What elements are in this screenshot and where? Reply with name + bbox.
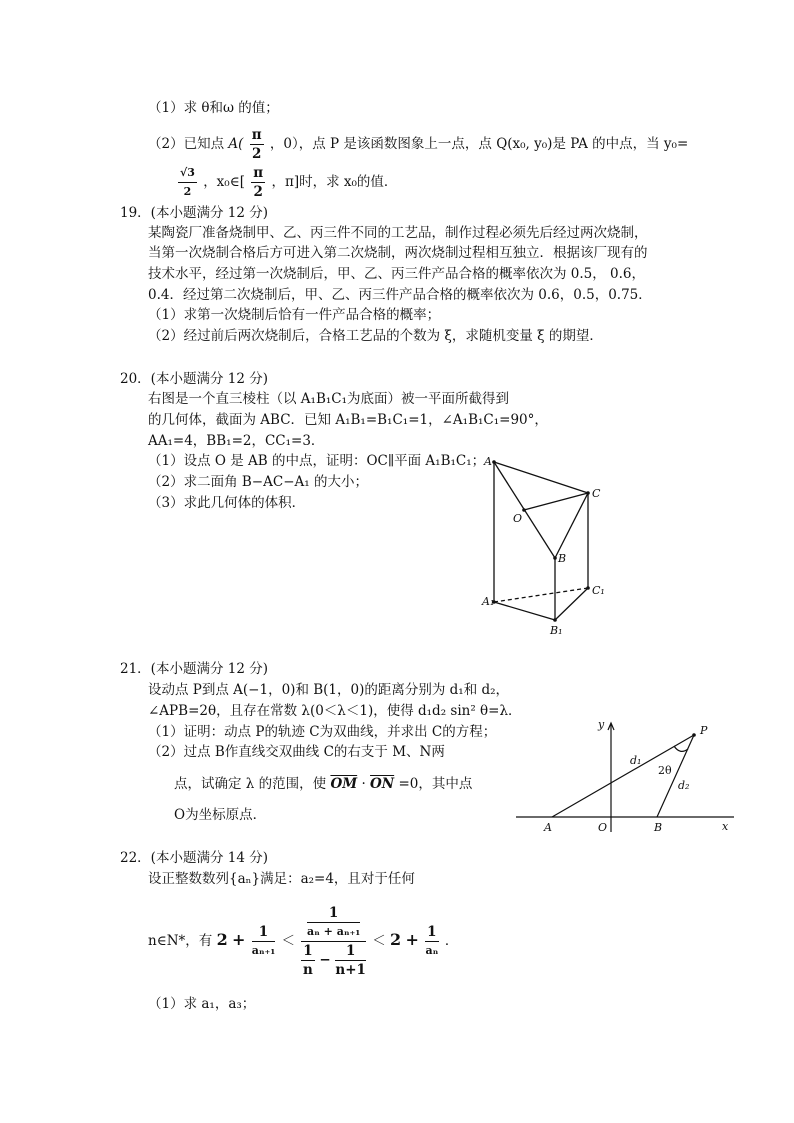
q22-heading: 22．(本小题满分 14 分) bbox=[120, 850, 268, 866]
q18-point-a: A( bbox=[228, 136, 244, 152]
q22-lt-1: ＜ bbox=[281, 933, 295, 949]
label-2theta: 2θ bbox=[658, 764, 672, 777]
q22-part1: （1）求 a₁，a₃； bbox=[148, 996, 256, 1012]
label-a1: A₁ bbox=[482, 595, 495, 608]
q20-prism-figure bbox=[480, 450, 610, 640]
label-b1: B₁ bbox=[550, 624, 563, 637]
q18-sqrt3-over-2 bbox=[178, 164, 197, 201]
q22-inequality bbox=[148, 900, 458, 980]
q21-line2: ∠APB=2θ，且存在常数 λ(0＜λ＜1)，使得 d₁d₂ sin² θ=λ． bbox=[148, 703, 522, 719]
q22-frac-1-over-an1 bbox=[252, 923, 275, 960]
q18-part2-end: ，π]时，求 x₀的值． bbox=[271, 174, 398, 190]
frac-num: √3 bbox=[178, 164, 197, 183]
q19-line5: （1）求第一次烧制后恰有一件产品合格的概率； bbox=[148, 307, 441, 323]
label-p: P bbox=[700, 724, 708, 737]
frac-den: n bbox=[303, 962, 313, 978]
angle-arc bbox=[674, 746, 688, 751]
edge-bc bbox=[555, 493, 588, 558]
frac-num: 1 bbox=[335, 942, 366, 961]
label-a: A bbox=[544, 821, 552, 834]
dot-product: · bbox=[361, 776, 366, 792]
segment-oc bbox=[524, 493, 588, 510]
frac-num: 1 bbox=[303, 943, 313, 959]
edge-a1b1 bbox=[494, 602, 555, 620]
q22-two-left: 2 bbox=[216, 930, 228, 949]
edge-a1c1-hidden bbox=[494, 588, 588, 602]
label-c: C bbox=[592, 487, 601, 500]
label-o: O bbox=[513, 512, 523, 525]
vector-om: $\overline{OM}$ bbox=[330, 776, 358, 792]
minus-sign: − bbox=[319, 952, 331, 968]
segment-ap bbox=[552, 735, 694, 817]
q19-line1: 某陶瓷厂准备烧制甲、乙、丙三件不同的工艺品，制作过程必须先后经过两次烧制， bbox=[148, 225, 648, 241]
q22-frac-1-over-an bbox=[425, 923, 438, 960]
q22-compound-frac bbox=[301, 904, 366, 979]
inner-frac-n bbox=[301, 942, 314, 979]
frac-den: aₙ bbox=[425, 944, 439, 957]
q20-line5: （2）求二面角 B−AC−A₁ 的大小； bbox=[148, 474, 368, 490]
label-d2: d₂ bbox=[678, 779, 690, 792]
q20-line1: 右图是一个直三棱柱（以 A₁B₁C₁为底面）被一平面所截得到 bbox=[148, 391, 510, 407]
label-b: B bbox=[558, 552, 567, 565]
q21-line3: （1）证明：动点 P的轨迹 C为双曲线，并求出 C的方程； bbox=[148, 724, 497, 740]
vector-on: $\overline{ON}$ bbox=[370, 776, 395, 792]
frac-num: 1 bbox=[307, 904, 360, 923]
q21-line5 bbox=[174, 774, 472, 794]
frac-den: 2 bbox=[183, 185, 192, 198]
q21-line1: 设动点 P到点 A(−1，0)和 B(1，0)的距离分别为 d₁和 d₂， bbox=[148, 682, 510, 698]
q21-line6: O为坐标原点． bbox=[174, 807, 267, 823]
q22-plus-left: + bbox=[232, 930, 246, 949]
q20-line2: 的几何体，截面为 ABC．已知 A₁B₁=B₁C₁=1，∠A₁B₁C₁=90°， bbox=[148, 412, 548, 428]
label-b: B bbox=[654, 821, 663, 834]
label-x: x bbox=[722, 820, 729, 833]
q22-plus-right: + bbox=[405, 930, 419, 949]
q18-pi-over-2 bbox=[250, 126, 264, 163]
frac-den: 2 bbox=[253, 184, 263, 200]
q21-hyperbola-figure bbox=[512, 718, 742, 838]
frac-den: n+1 bbox=[335, 962, 366, 978]
q20-line3: AA₁=4，BB₁=2，CC₁=3． bbox=[148, 433, 325, 449]
q19-heading: 19．(本小题满分 12 分) bbox=[120, 205, 268, 221]
q22-two-right: 2 bbox=[390, 930, 402, 949]
q22-period: ． bbox=[444, 933, 459, 949]
q18-part1: （1）求 θ和ω 的值； bbox=[148, 100, 279, 116]
frac-num: 1 bbox=[427, 924, 437, 940]
q18-part2-rest: ，0），点 P 是该函数图象上一点，点 Q(x₀, y₀)是 PA 的中点，当 y₀= bbox=[269, 136, 689, 152]
compound-num bbox=[301, 904, 366, 942]
q18-part2-range: ，x₀∈[ bbox=[203, 174, 245, 190]
frac-num: 1 bbox=[252, 923, 275, 942]
q21-line5-text: 点，试确定 λ 的范围，使 bbox=[174, 776, 327, 792]
q22-line1: 设正整数数列{aₙ}满足：a₂=4，且对于任何 bbox=[148, 871, 415, 887]
q20-line6: （3）求此几何体的体积． bbox=[148, 495, 306, 511]
label-y: y bbox=[598, 718, 605, 731]
q19-line4: 0.4．经过第二次烧制后，甲、乙、丙三件产品合格的概率依次为 0.6，0.5，0.75． bbox=[148, 287, 652, 303]
edge-ac bbox=[494, 462, 588, 493]
q21-line5-end: =0，其中点 bbox=[398, 776, 473, 792]
inner-frac-n1 bbox=[335, 942, 366, 979]
q19-line6: （2）经过前后两次烧制后，合格工艺品的个数为 ξ，求随机变量 ξ 的期望． bbox=[148, 328, 603, 344]
q18-part2-line1 bbox=[148, 126, 688, 163]
q20-line4: （1）设点 O 是 AB 的中点，证明：OC∥平面 A₁B₁C₁； bbox=[148, 453, 486, 469]
q19-line2: 当第一次烧制合格后方可进入第二次烧制，两次烧制过程相互独立．根据该厂现有的 bbox=[148, 245, 648, 261]
compound-den bbox=[301, 942, 366, 979]
label-a: A bbox=[484, 455, 492, 468]
frac-den: 2 bbox=[251, 146, 262, 162]
frac-num: π bbox=[253, 165, 264, 181]
label-d1: d₁ bbox=[630, 754, 642, 767]
q18-part2-prefix: （2）已知点 bbox=[148, 136, 225, 152]
q19-line3: 技术水平，经过第一次烧制后，甲、乙、丙三件产品合格的概率依次为 0.5， 0.6， bbox=[148, 266, 646, 282]
label-o: O bbox=[598, 821, 608, 834]
q21-heading: 21．(本小题满分 12 分) bbox=[120, 661, 268, 677]
q21-line4: （2）过点 B作直线交双曲线 C的右支于 M、N两 bbox=[148, 744, 445, 760]
inner-frac-top bbox=[307, 904, 360, 941]
frac-num: π bbox=[251, 127, 262, 143]
frac-den: aₙ + aₙ₊₁ bbox=[307, 925, 361, 938]
q20-heading: 20．(本小题满分 12 分) bbox=[120, 371, 268, 387]
frac-den: aₙ₊₁ bbox=[251, 944, 276, 957]
q18-pi-over-2-b bbox=[251, 164, 265, 201]
q18-part2-line2 bbox=[176, 164, 397, 201]
q22-n-in-n: n∈N*，有 bbox=[148, 933, 213, 949]
q22-lt-2: ＜ bbox=[372, 933, 386, 949]
label-c1: C₁ bbox=[592, 584, 605, 597]
